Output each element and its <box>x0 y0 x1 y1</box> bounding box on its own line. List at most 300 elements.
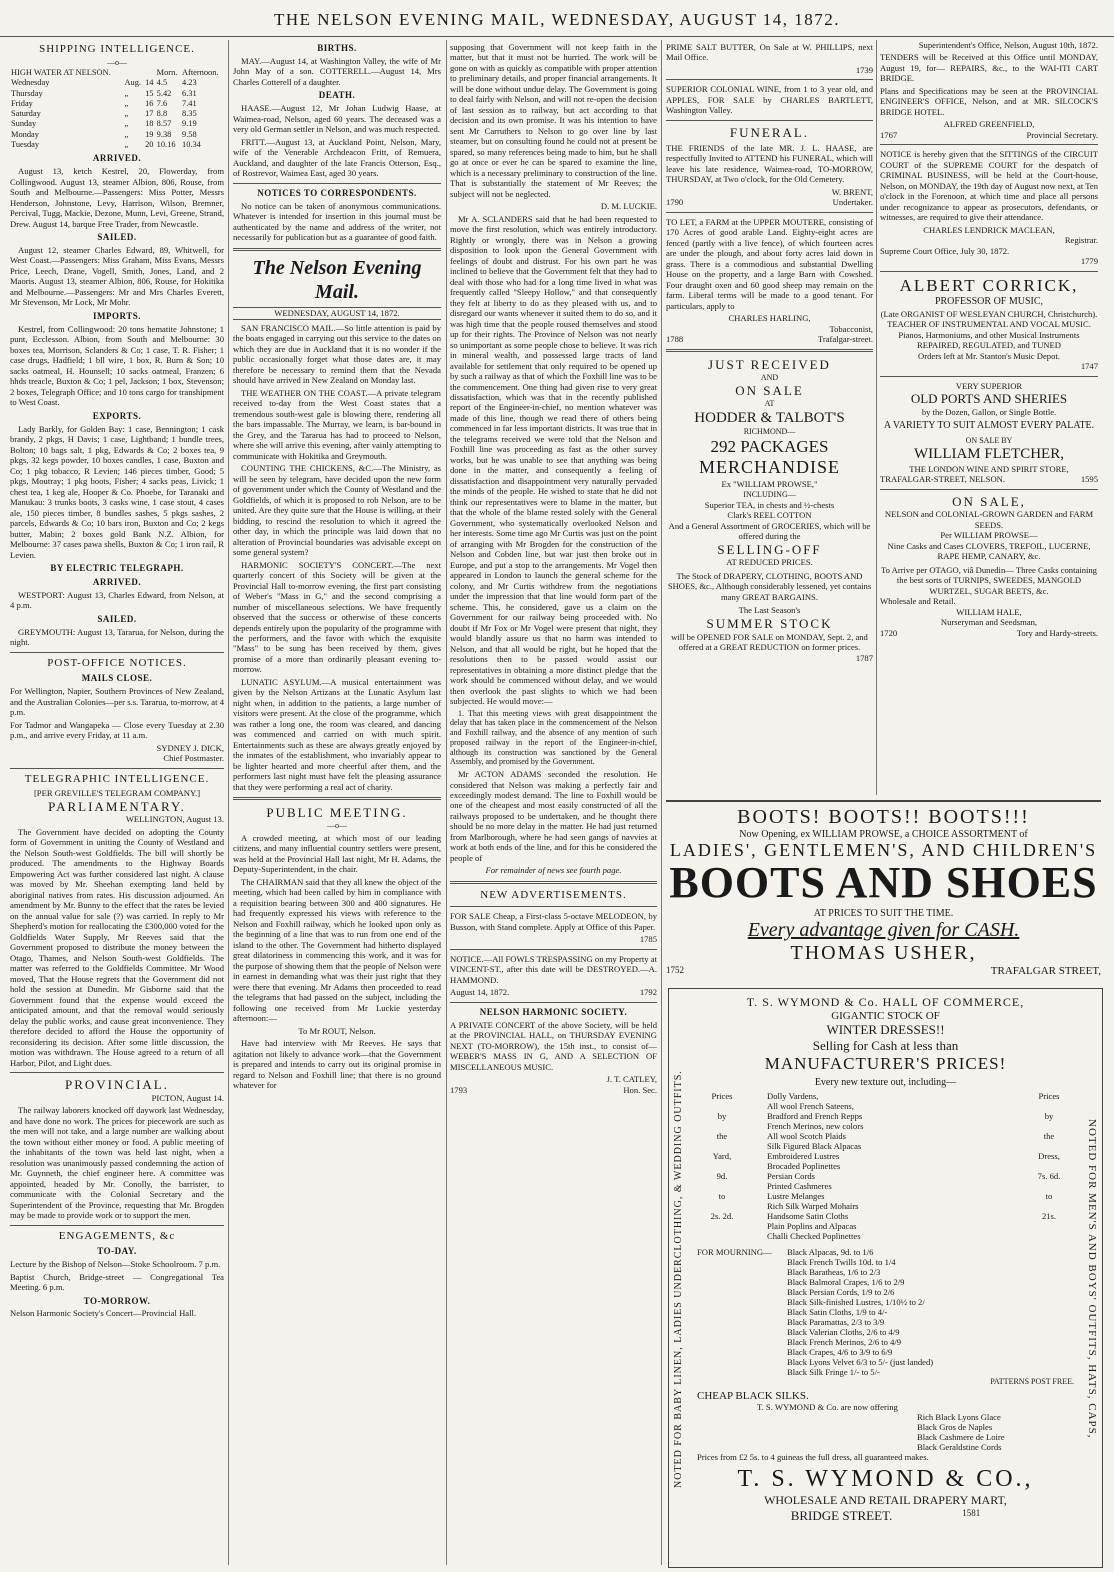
seeds-line: NELSON and COLONIAL-GROWN GARDEN and FARM SEEDS. <box>884 509 1094 530</box>
wine-line: by the Dozen, Gallon, or Single Bottle. <box>921 406 1057 417</box>
mails-text: For Tadmor and Wangapeka — Close every Tuesday at 2.30 p.m., and arrive every Friday, at 11 a.m. <box>10 719 224 741</box>
tide-day: Monday <box>11 129 39 139</box>
telegram-company: [PER GREVILLE'S TELEGRAM COMPANY.] <box>33 788 201 799</box>
fabric-item: Silk Figured Black Alpacas <box>767 1141 862 1151</box>
wymond-line: GIGANTIC STOCK OF <box>831 1010 940 1022</box>
seeds-address: Tory and Hardy-streets. <box>1016 627 1098 638</box>
divider <box>450 1002 657 1003</box>
divider <box>666 120 873 121</box>
fabric-item: Brocaded Poplinettes <box>767 1161 841 1171</box>
ad-number: 1790 <box>666 197 684 208</box>
tide-header-place: HIGH WATER AT NELSON. <box>11 68 111 78</box>
dateline: PICTON, August 14. <box>151 1092 224 1103</box>
telegram-addressee: To Mr ROUT, Nelson. <box>298 1025 376 1036</box>
boots-line: AT PRICES TO SUIT THE TIME. <box>813 908 954 919</box>
tide-day: Sunday <box>11 119 37 129</box>
mourning-heading: FOR MOURNING— <box>697 1247 772 1257</box>
fabric-item: French Merinos, new colors <box>767 1121 864 1131</box>
tide-date: 16 <box>145 98 154 108</box>
funeral-heading: FUNERAL. <box>729 124 810 140</box>
fabric-list <box>747 1091 1024 1241</box>
mourning-item: Black Silk-finished Lustres, 1/10½ to 2/ <box>787 1297 925 1307</box>
boots-headline: BOOTS! BOOTS!! BOOTS!!! <box>737 806 1030 828</box>
silk-item: Black Geraldstine Cords <box>917 1442 1002 1452</box>
engagement-item: Baptist Church, Bridge-street — Congregational Tea Meeting. 6 p.m. <box>10 1271 224 1293</box>
wine-line: VERY SUPERIOR <box>955 380 1023 391</box>
signature: WILLIAM HALE, <box>956 606 1022 617</box>
tide-table <box>10 68 224 150</box>
ad-number: 1785 <box>639 934 657 945</box>
signature: D. M. LUCKIE. <box>600 201 657 212</box>
column-rule <box>661 40 662 1565</box>
tide-morn: 7.6 <box>156 98 168 108</box>
wymond-advertisement <box>668 988 1103 1568</box>
tide-morn: 8.57 <box>156 119 172 129</box>
tender-office: Superintendent's Office, Nelson, August 10th, 1872. <box>918 40 1098 50</box>
parliamentary-text: The Government have decided on adopting the County form of Government in uniting the County of Westland and the Nelson South-west Goldfields. The bill will shortly be produced. The amendments to the Highway Boards Empowering Act was further considered last night. A clause was moved by Mr. Sheehan exempting land held by aboriginal natives from rates. His discussion adjourned. An amendment by Mr. Bunny to the effect that the rates be levied on the annual value for sale (?) was carried. In reply to Mr Shepherd's motion for reallocating the £300,000 voted for the Goldfields Water Supply, Mr Reeves said that the Government proposed to distribute the money between the Otago, Thames, and Nelson South-west Goldfields. The matter was referred to the Goldfields Committee. Mr Wood moved, That the House regrets that the Government did not hold the session at Dunedin. Mr Gisborne said that the Government found that the expense would exceed the anticipated amount, and that the removal would seriously delay the public works, and cause great inconvenience. They therefore decided to afford the House the opportunity of reconsidering its decision. After some little discussion, the motion was withdrawn. The House agreed to a return of all Harbor, Pilot, and Light dues. <box>10 826 224 1068</box>
arrived-text: August 13, ketch Kestrel, 20, Flowerday, from Collingwood. August 13, steamer Albion, 806, Rouse, from South and Melbourne.—Passengers: Miss Potter, Messrs Henderson, Johnstone, Levy, Harrison, Wilson, Bremner, Percival, Tugg, Mackie, Dezone, Munn, Levi, Greene, Strand, Drew. August 14, barque Free Trader, from Newcastle. <box>10 166 224 229</box>
divider <box>10 652 224 653</box>
ad-date: August 14, 1872. <box>450 987 510 998</box>
engagements-title: ENGAGEMENTS, &c <box>58 1229 176 1242</box>
notices-heading: NOTICES TO CORRESPONDENTS. <box>257 187 417 198</box>
fabric-item: Lustre Melanges <box>767 1191 825 1201</box>
yard-price-line: 2s. 2d. <box>710 1211 734 1221</box>
tide-month: „ <box>124 119 129 129</box>
tide-afternoon: 8.35 <box>182 109 197 119</box>
wymond-header: T. S. WYMOND & Co. HALL OF COMMERCE, <box>746 995 1025 1009</box>
dress-price-line: by <box>1044 1111 1054 1121</box>
shipping-title: SHIPPING INTELLIGENCE. <box>39 43 195 55</box>
article-paragraph: LUNATIC ASYLUM.—A musical entertainment was given by the Nelson Artizans at the Lunatic Asylum last night when, in addition to the patients, a large number of visitors were present. At the close of the programme, which was rather a long one, the room was cleared, and dancing was commenced and carried on with much spirit. Entertainments such as these are always greatly enjoyed by the inmates of the establishment, who invariably appear to be lighter hearted and more cheerful after them, and the performers last night must have felt the pleasing assurance that they were performing a real act of charity. <box>233 676 441 792</box>
tide-header <box>10 68 224 78</box>
mourning-item: Black Balmoral Crapes, 1/6 to 2/9 <box>787 1277 905 1287</box>
hodder-line: AT REDUCED PRICES. <box>726 557 813 568</box>
ad-number: 1787 <box>855 652 873 663</box>
signature: SYDNEY J. DICK, <box>156 742 224 753</box>
arrived-heading: ARRIVED. <box>92 153 142 164</box>
meeting-paragraph: Mr A. SCLANDERS said that he had been requested to move the first resolution, which was entirely introductory. Rightly or wrongly, there was in Nelson a growing disposition to look upon the General Government with feelings of doubt and distrust. For his own part he was inclined to believe that the Government felt that they had to deal with those who had for a long time lived in what was frequently called "Sleepy Hollow," and that consequently they felt at liberty to do as they pleased with us, and to disregard our wants whenever it suited them to do so, and it was high time that the people roused themselves and stood up for their rights. The Province of Nelson was not nearly so unimportant as some people chose to believe. It was rich in mineral wealth, and possessed large tracts of land available for settlement that only required to be opened up by such a railway as that of which the Foxhill line was to be the commencement. One thing had given rise to very great dissatisfaction, which was that in the recently published report of the Engineer-in-chief, no mention whatever was made of this line, though we read there of others being commenced in far less important districts. It was true that in the telegrams received we were told that the Nelson and Foxhill line was proceeding as fast as the other survey works, but he was unable to see that anything was being done in the matter, and consequently a feeling of dissatisfaction and disappointment very naturally pervaded the minds of the people. He wished to state that he did not think our representatives were to blame in the matter, but that the whole of the blame rested solely with the General Government, who systematically overlooked Nelson and her interests. Some time ago Mr Curtis was just on the point of arranging with Mr Brogden for the construction of the Nelson and Cobden line, but war just then broke out in Europe, and put a stop to the arrangements. Mr Vogel then appeared in London to launch the general scheme for the colony, and Mr Curtis withdrew from the negotiations under the impression that that line would form part of the scheme. This, he considered, gave us a claim on the Government for our railway being proceeded with. No doubt if Mr Fox or Mr Vogel were present that night, they would blandly assure us that no harm was intended to Nelson, and that all would be right, but he hoped that the resolutions then to be passed would assist our representatives in obtaining a more distinct pledge that the work should be commenced without delay, and we would then overlook the past slights to which we had been subjected. He would move:— <box>450 213 657 707</box>
dress-price-line: the <box>1043 1131 1055 1141</box>
divider <box>450 881 657 884</box>
ad-fowls: NOTICE.—All FOWLS TRESPASSING on my Property at VINCENT-ST., after this date will be DESTROYED.—A. HAMMOND. <box>450 953 657 985</box>
yard-price-line: 9d. <box>716 1171 728 1181</box>
hodder-line: SELLING-OFF <box>717 541 822 557</box>
tide-month: „ <box>124 139 129 149</box>
births-text: MAY.—August 14, at Washington Valley, the wife of Mr John May of a son. COTTERELL.—August 14, Mrs Charles Cotterell of a daughter. <box>233 55 441 87</box>
engagement-item: Lecture by the Bishop of Nelson—Stoke Schoolroom. 7 p.m. <box>10 1259 221 1270</box>
births-heading: BIRTHS. <box>317 43 357 53</box>
ornament: —o— <box>107 58 127 68</box>
tide-row <box>10 89 224 99</box>
boots-line: LADIES', GENTLEMEN'S, AND CHILDREN'S <box>669 840 1098 860</box>
tel-arrived-text: WESTPORT: August 13, Charles Edward, from Nelson, at 4 p.m. <box>10 589 224 611</box>
hodder-line: The Stock of DRAPERY, CLOTHING, BOOTS AND SHOES, &c., Although considerably lessened, yet contains many GREAT BARGAINS. <box>667 570 872 602</box>
silks-list <box>697 1412 1074 1452</box>
tide-header-morn: Morn. <box>156 68 178 78</box>
column-2 <box>233 40 441 1093</box>
corrick-line: (Late ORGANIST OF WESLEYAN CHURCH, Christchurch). <box>880 308 1098 319</box>
fabric-item: Rich Silk Warped Mohairs <box>767 1201 859 1211</box>
tide-day: Saturday <box>11 109 41 119</box>
fabric-item: All wool Scotch Plaids <box>767 1131 847 1141</box>
divider <box>233 797 441 800</box>
divider <box>10 768 224 769</box>
ad-footer <box>666 197 873 207</box>
wymond-footer <box>697 1508 1074 1524</box>
ad-butter: PRIME SALT BUTTER, On Sale at W. PHILLIPS, next Mail Office. <box>666 42 873 63</box>
wymond-line: WINTER DRESSES!! <box>826 1022 945 1037</box>
tide-morn: 5.42 <box>156 88 172 98</box>
hodder-merchandise: MERCHANDISE <box>698 457 840 478</box>
signature-title: Undertaker. <box>832 197 873 208</box>
mourning-item: Black French Twills 10d. to 1/4 <box>787 1257 896 1267</box>
telegraph-heading: BY ELECTRIC TELEGRAPH. <box>50 563 184 574</box>
ad-number: 1747 <box>1080 361 1098 372</box>
ad-harmonic: A PRIVATE CONCERT of the above Society, will be held at the PROVINCIAL HALL, on THURSDAY EVENING NEXT (TO-MORROW), the 15th inst., to consist of— WEBER'S MASS IN G, AND A SELECTION OF MISCELLANEOUS MUSIC. <box>450 1019 657 1072</box>
tomorrow-heading: TO-MORROW. <box>83 1295 151 1306</box>
ornament: —o— <box>327 821 347 831</box>
seeds-line: Nine Casks and Cases CLOVERS, TREFOIL, LUCERNE, RAPE HEMP, CANARY, &c. <box>887 540 1091 562</box>
ad-number: 1793 <box>450 1084 468 1095</box>
ad-number: 1788 <box>666 334 684 344</box>
hodder-line: The Last Season's <box>738 605 801 616</box>
fabric-item: Challi Checked Poplinettes <box>767 1231 861 1241</box>
provincial-title: PROVINCIAL. <box>65 1077 169 1092</box>
tide-day: Thursday <box>11 88 43 98</box>
meeting-paragraph: Mr ACTON ADAMS seconded the resolution. He considered that Nelson was making a perfectly fair and exceedingly modest demand. The line to Foxhill would be one of the cheapest and most easily constructed of all the railways proposed to be undertaken, and he thought there should be no more delay in the matter. He had just returned from Marlborough, where he had seen gangs of navvies at work at both ends of the line, and for this he considered the people of <box>450 769 657 863</box>
corrick-line: TEACHER OF INSTRUMENTAL AND VOCAL MUSIC. <box>887 319 1091 330</box>
divider <box>450 949 657 950</box>
parliamentary-title: PARLIAMENTARY. <box>48 798 186 814</box>
tide-afternoon: 6.31 <box>182 88 197 98</box>
mourning-item: Black Lyons Velvet 6/3 to 5/- (just landed) <box>787 1357 934 1367</box>
signature: W. BRENT, <box>831 186 873 197</box>
ad-wine: SUPERIOR COLONIAL WINE, from 1 to 3 year old, and APPLES, FOR SALE by CHARLES BARTLETT, Washington Valley. <box>666 84 873 116</box>
court-address: Supreme Court Office, July 30, 1872. <box>880 245 1010 256</box>
paper-title: The Nelson Evening Mail. <box>252 256 422 304</box>
ad-number: 1752 <box>666 965 684 975</box>
continued-note: For remainder of news see fourth page. <box>485 865 622 876</box>
ad-footer <box>880 130 1098 140</box>
mourning-item: Black French Merinos, 2/6 to 4/9 <box>787 1337 902 1347</box>
dateline: WELLINGTON, August 13. <box>125 814 224 825</box>
column-rule <box>876 40 877 795</box>
seeds-line: Per WILLIAM PROWSE— <box>940 530 1038 541</box>
silk-item: Black Gros de Naples <box>917 1422 993 1432</box>
hodder-line: RICHMOND— <box>743 427 796 436</box>
tide-date: 18 <box>145 119 154 129</box>
signature-title: Tobacconist, <box>829 323 873 334</box>
ad-footer <box>450 987 657 997</box>
ad-address: Trafalgar-street. <box>817 334 873 344</box>
mourning-item: Black Persian Cords, 1/9 to 2/6 <box>787 1287 895 1297</box>
divider <box>10 1225 224 1226</box>
ad-number: 1739 <box>855 64 873 75</box>
signature-title: Provincial Secretary. <box>1026 129 1098 140</box>
mourning-item: Black Crapes, 4/6 to 3/9 to 6/9 <box>787 1347 893 1357</box>
hodder-line: SUMMER STOCK <box>706 615 833 631</box>
ad-footer <box>880 474 1098 484</box>
exports-heading: EXPORTS. <box>92 410 142 421</box>
tide-day: Friday <box>11 98 33 108</box>
hodder-line: Ex "WILLIAM PROWSE," <box>721 479 818 490</box>
divider <box>233 183 441 184</box>
seeds-heading: ON SALE, <box>952 493 1026 509</box>
hodder-line: And a General Assortment of GROCERIES, which will be offered during the <box>668 520 871 542</box>
yard-price-line: Prices <box>711 1091 733 1101</box>
tide-month: „ <box>124 88 129 98</box>
divider <box>10 1072 224 1073</box>
mourning-item: Black Paramattas, 2/3 to 3/9 <box>787 1317 885 1327</box>
patterns-note: PATTERNS POST FREE. <box>990 1377 1074 1386</box>
wine-line: A VARIETY TO SUIT ALMOST EVERY PALATE. <box>883 420 1095 432</box>
hodder-packages: 292 PACKAGES <box>710 436 829 456</box>
yard-price-line: Yard, <box>712 1151 732 1161</box>
boots-line: Now Opening, ex WILLIAM PROWSE, a CHOICE ASSORTMENT of <box>739 829 1028 840</box>
tide-afternoon: 9.58 <box>182 129 197 139</box>
tide-row <box>10 109 224 119</box>
mourning-list <box>787 1247 933 1377</box>
yard-price-line: the <box>716 1131 728 1141</box>
signature: CHARLES LENDRICK MACLEAN, <box>923 224 1055 235</box>
fabric-item: Printed Cashmeres <box>767 1181 832 1191</box>
dress-price-line: 21s. <box>1041 1211 1057 1221</box>
wine-line: ON SALE BY <box>965 435 1013 445</box>
divider <box>233 248 441 251</box>
hodder-line: Clark's REEL COTTON <box>727 510 812 521</box>
tel-arrived-heading: ARRIVED. <box>92 576 142 587</box>
fabric-item: All wool French Sateens, <box>767 1101 854 1111</box>
article-paragraph: THE WEATHER ON THE COAST.—A private telegram received to-day from the West Coast states that a tremendous south-west gale is blowing there, rendering all the bars impassable. The Murray, we learn, is bar-bound in the Grey, and the Tararua has had to proceed to Nelson, where she will arrive this evening, after vainly attempting to communicate with Hokitika and Greymouth. <box>233 387 441 461</box>
ad-number: 1595 <box>1080 474 1098 485</box>
silk-item: Rich Black Lyons Glace <box>917 1412 1001 1422</box>
divider <box>880 144 1098 145</box>
seeds-line: Wholesale and Retail. <box>880 596 956 607</box>
column-rule <box>228 40 229 1565</box>
fabric-item: Bradford and French Repps <box>767 1111 863 1121</box>
ad-number: 1581 <box>962 1508 981 1518</box>
tide-date: 20 <box>145 139 154 149</box>
tide-afternoon: 4.23 <box>182 78 197 88</box>
tide-month: Aug. <box>124 78 141 88</box>
meeting-paragraph: The CHAIRMAN said that they all knew the object of the meeting, which had been called by him in compliance with a requisition bearing between 300 and 400 signatures. He had frequently expressed his views with reference to the Nelson and Foxhill railway, which he looked upon only as the beginning of a line that was to run from one end of the island to the other. The Government had hitherto displayed great dilatoriness in commencing this work, and it was for the purpose of showing them that the people of Nelson were in earnest in demanding what was their just right that they were there that evening. Mr Adams then proceeded to read the telegrams that had passed on the subject, including the following one received from Mr Luckie yesterday afternoon:— <box>233 876 441 1024</box>
tide-date: 15 <box>145 88 154 98</box>
tide-afternoon: 10.34 <box>182 139 201 149</box>
hodder-line: INCLUDING— <box>743 489 796 499</box>
silks-prices: Prices from £2 5s. to 4 guineas the full dress, all guaranteed makes. <box>697 1452 929 1462</box>
telegraphic-title: TELEGRAPHIC INTELLIGENCE. <box>24 772 210 785</box>
divider <box>666 79 873 80</box>
dress-price-line: to <box>1045 1191 1053 1201</box>
wine-title: OLD PORTS AND SHERIES <box>910 391 1068 406</box>
death-text: FRITT.—August 13, at Auckland Point, Nelson, Mary, wife of the Venerable Archdeacon Fritt, of Remuera, Auckland, and daughter of the late Francis Otterson, Esq., of Rostrevor, Waimea East, aged 30 years. <box>233 136 441 179</box>
tide-date: 14 <box>145 78 154 88</box>
hodder-line: AT <box>764 398 775 408</box>
date-line: WEDNESDAY, AUGUST 14, 1872. <box>233 307 441 319</box>
tender-text: Plans and Specifications may be seen at the PROVINCIAL ENGINEER'S OFFICE, Nelson, and at MR. SILCOCK'S BRIDGE HOTEL. <box>880 85 1098 117</box>
article-paragraph: SAN FRANCISCO MAIL.—So little attention is paid by the boats engaged in carrying out this service to the dates on which they are due in Auckland that it is no wonder if the public occasionally forget what those dates are, it may therefore be necessary to remind them that the Nevada should have arrived in New Zealand on Monday last. <box>233 322 441 386</box>
wymond-address: BRIDGE STREET. <box>790 1508 893 1523</box>
column-1 <box>10 40 224 1321</box>
tender-text: TENDERS will be Received at this Office until MONDAY, August 19, for— REPAIRS, &c., to the WAI-ITI CART BRIDGE. <box>880 52 1098 84</box>
divider <box>450 906 657 907</box>
ad-footer <box>450 1085 657 1095</box>
sailed-text: August 12, steamer Charles Edward, 89, Whitwell, for West Coast.—Passengers: Miss Graham, Miss Evans, Messrs Price, Leech, Drane, Vogell, Smith, Jones, Land, and 2 Maoris. August 13, steamer Albion, 806, Rouse, for Hokitika and Melbourne.—Passengers: Mr and Mrs Charles Everett, Mr Stevenson, Mr Lock, Mr Mohr. <box>10 245 224 308</box>
mails-text: For Wellington, Napier, Southern Provinces of New Zealand, and the Australian Colonies—per s.s. Tararua, to-morrow, at 4 p.m. <box>10 686 224 718</box>
column-3 <box>450 40 657 1095</box>
tide-month: „ <box>124 129 129 139</box>
dress-price-line: Dress, <box>1038 1151 1060 1161</box>
mourning-item: Black Satin Cloths, 1/9 to 4/- <box>787 1307 888 1317</box>
thomas-usher: THOMAS USHER, <box>790 942 977 964</box>
hodder-line: ON SALE <box>735 383 804 399</box>
masthead: THE NELSON EVENING MAIL, WEDNESDAY, AUGUST 14, 1872. <box>0 10 1114 37</box>
resolution: 1. That this meeting views with great disappointment the delay that has taken place in the commencement of the Nelson and Foxhill railway, and the absence of any mention of such proposed railway in the report of the Engineer-in-chief, although its construction was sanctioned by the General Assembly, and promised by the Government. <box>450 708 657 767</box>
corrick-line: PROFESSOR OF MUSIC, <box>934 296 1044 308</box>
dress-price-line: Prices <box>1038 1091 1060 1101</box>
mourning-item: Black Baratheas, 1/6 to 2/3 <box>787 1267 881 1277</box>
mourning-item: Black Alpacas, 9d. to 1/6 <box>787 1247 874 1257</box>
silk-item: Black Cashmere de Loire <box>917 1432 1005 1442</box>
cheap-silks: CHEAP BLACK SILKS. <box>697 1390 809 1402</box>
tide-date: 17 <box>145 109 154 119</box>
albert-corrick: ALBERT CORRICK, <box>899 275 1079 295</box>
tide-day: Tuesday <box>11 139 40 149</box>
fabric-section <box>697 1091 1074 1241</box>
divider <box>880 489 1098 490</box>
tide-row <box>10 78 224 88</box>
ad-number: 1792 <box>639 987 657 998</box>
hodder-line: Superior TEA, in chests and ½-chests <box>704 499 835 510</box>
dress-price-line: 7s. 6d. <box>1037 1171 1061 1181</box>
tide-morn: 8.8 <box>156 109 168 119</box>
fabric-item: Handsome Satin Cloths <box>767 1211 849 1221</box>
tide-date: 19 <box>145 129 154 139</box>
signature: CHARLES HARLING, <box>728 313 811 324</box>
signature-title: Nurseryman and Seedsman, <box>940 617 1038 628</box>
tide-afternoon: 7.41 <box>182 98 197 108</box>
tide-month: „ <box>124 109 129 119</box>
mourning-item: Black Valerian Cloths, 2/6 to 4/9 <box>787 1327 900 1337</box>
boots-and-shoes: BOOTS AND SHOES <box>669 858 1098 907</box>
imports-heading: IMPORTS. <box>93 310 141 321</box>
yard-price-line: by <box>717 1111 727 1121</box>
harmonic-heading: NELSON HARMONIC SOCIETY. <box>479 1006 628 1017</box>
fabric-item: Dolly Vardens, <box>767 1091 819 1101</box>
tel-sailed-heading: SAILED. <box>97 613 137 624</box>
tide-row <box>10 130 224 140</box>
tide-morn: 4.5 <box>156 78 168 88</box>
fabric-item: Embroidered Lustres <box>767 1151 840 1161</box>
silks-offering: T. S. WYMOND & Co. are now offering <box>757 1402 898 1412</box>
column-rule <box>446 40 447 1565</box>
court-notice: NOTICE is hereby given that the SITTINGS of the CIRCUIT COURT of the SUPREME COURT for the despatch of CRIMINAL BUSINESS, will be held at the Court-house, Nelson, on MONDAY, the 19th day of August now next, at Ten o'clock in the Forenoon, at which time and place all persons under recognizance to appear as prosecutors, defendants, or witnesses, are required to give their attendance. <box>880 149 1098 223</box>
article-paragraph: HARMONIC SOCIETY'S CONCERT.—The next quarterly concert of this Society will be given at the Provincial Hall to-morrow evening, the first part consisting of Weber's "Mass in G," and the second comprising a number of miscellaneous selections. We have frequently observed that the success or otherwise of these concerts depends entirely upon the popularity of the programme with the performers, and the favor with which the exquisite "Mass" to be sung has been received by them, gives promise of a more than ordinarily pleasant evening to-morrow. <box>233 559 441 675</box>
column-5 <box>880 40 1098 638</box>
wymond-line: Selling for Cash at less than <box>812 1038 959 1053</box>
boots-cash: Every advantage given for CASH. <box>747 919 1020 941</box>
hodder-line: will be OPENED FOR SALE on MONDAY, Sept. 2, and offered at a GREAT REDUCTION on former prices. <box>671 631 868 653</box>
divider <box>666 349 873 352</box>
hodder-line: JUST RECEIVED <box>708 357 831 373</box>
wymond-body <box>697 995 1074 1524</box>
ad-farm: TO LET, a FARM at the UPPER MOUTERE, consisting of 170 Acres of good arable Land. Eighty-eight acres are fenced (partly with a live fence), of which fourteen acres are under the plough, and about forty acres laid down in grass. There is a commodious and substantial Dwelling House on the property, and a large Barn with Cowshed. Four draught oxen and 60 good sheep may remain on the farm. Liberal terms will be made to a good tenant. For particulars, apply to <box>666 216 873 311</box>
ad-number: 1720 <box>880 627 898 638</box>
funeral-text: THE FRIENDS of the late MR. J. L. HAASE, are respectfully Invited to ATTEND his FUNERAL, which will leave his late residence, Waimea-road, TO-MORROW, THURSDAY, at Two o'clock, for the Old Cemetery. <box>666 142 873 185</box>
wymond-footer-line: WHOLESALE AND RETAIL DRAPERY MART, <box>764 1493 1007 1507</box>
divider <box>880 376 1098 377</box>
wymond-prices: MANUFACTURER'S PRICES! <box>764 1054 1007 1073</box>
wine-address: TRAFALGAR-STREET, NELSON. <box>880 474 1006 485</box>
signature-title: Registrar. <box>1064 235 1098 246</box>
mourning-item: Black Silk Fringe 1/- to 5/- <box>787 1367 880 1377</box>
ad-footer <box>666 965 1101 977</box>
mourning-section <box>697 1247 1074 1377</box>
provincial-text: The railway laborers knocked off daywork last Wednesday, and have done no work. The prices for piecework are such as the men will not take, and a large number are walking about the town without either money or food. A public meeting of the inhabitants of the town was held last night, when a resolution was unanimously passed condemning the action of Mr. Guynneth, the chief engineer here. A committee was appointed, headed by Mr. Conolly, the barrister, to communicate with the Colonial Secretary and the Superintendent of the Province, requesting that Mr. Brogden may be made to provide work or to support the men. <box>10 1105 224 1221</box>
signature: J. T. CATLEY, <box>606 1074 657 1085</box>
tide-month: „ <box>124 98 129 108</box>
yard-prices <box>697 1091 747 1241</box>
article-paragraph: COUNTING THE CHICKENS, &C.—The Ministry, as will be seen by telegram, have decided upon the new form of government under which the County of Westland and the Goldfields, of which it is proposed to rob Nelson, are to be united. Are they quite sure that the House is willing, at their bidding, to rescind the resolution to which it agreed the other day, in which the principle was laid down that no alteration of Provincial boundaries was advisable except on some general system? <box>233 463 441 558</box>
hodder-talbot: HODDER & TALBOT'S <box>694 409 845 426</box>
yard-price-line: to <box>718 1191 726 1201</box>
wymond-footer-name: T. S. WYMOND & CO., <box>737 1466 1034 1492</box>
wine-line: THE LONDON WINE AND SPIRIT STORE, <box>909 463 1069 474</box>
telegram-text: supposing that Government will not keep faith in the matter, but that it must not be hurried. The work will be gone on with as quickly as compatible with proper attention to preliminary details, and proper financial arrangements. It will be done without undue delay. The Government is going to deal fairly with Nelson, and will not re-open the decision of last session as to railway, but act according to that decision and its own promise. It was his intention to have sent Mr Carruthers to Nelson to go over line by last steamer, but on consulting found he could not at present be spared, so many references being made to him, but he shall go at once or ever he can be spared to examine the line, which is a necessary preliminary to construction of the line. That is substantially the statement of Mr Reeves; the subject will not be neglected. <box>450 42 657 199</box>
signature: ALFRED GREENFIELD, <box>943 119 1035 130</box>
meeting-title: PUBLIC MEETING. <box>266 805 408 821</box>
ad-melodeon: FOR SALE Cheap, a First-class 5-octave MELODEON, by Busson, with Stand complete. Apply at Office of this Paper. <box>450 911 657 932</box>
divider <box>666 212 873 213</box>
new-advertisements-title: NEW ADVERTISEMENTS. <box>480 888 627 901</box>
notices-text: No notice can be taken of anonymous communications. Whatever is intended for insertion in this journal must be authenticated by the name and address of the writer, not necessarily for publication but as a guarantee of good faith. <box>233 200 441 243</box>
post-office-title: POST-OFFICE NOTICES. <box>47 656 187 669</box>
today-heading: TO-DAY. <box>97 1246 137 1257</box>
wymond-line: Every new texture out, including— <box>814 1077 957 1088</box>
fabric-item: Plain Poplins and Alpacas <box>767 1221 857 1231</box>
tide-row <box>10 99 224 109</box>
mails-heading: MAILS CLOSE. <box>81 673 153 684</box>
ad-number: 1779 <box>1080 256 1098 267</box>
meeting-paragraph: A crowded meeting, at which most of our leading citizens, and many influential country settlers were present, was held at the Provincial Hall last night, Mr H. Adams, the Deputy-Superintendent, in the chair. <box>233 832 441 875</box>
boots-advertisement <box>666 800 1101 977</box>
seeds-line: To Arrive per OTAGO, viâ Dunedin— Three Casks containing the best sorts of TURNIPS, SWEEDES, MANGOLD WURTZEL, SUGAR BEETS, &c. <box>881 564 1097 596</box>
vertical-banner-right: NOTED FOR MEN'S AND BOYS' OUTFITS, HATS, CAPS, <box>1086 1119 1098 1439</box>
hodder-line: AND <box>760 373 779 383</box>
tide-morn: 10.16 <box>156 139 176 149</box>
signature-title: Hon. Sec. <box>623 1084 657 1095</box>
dress-prices <box>1024 1091 1074 1241</box>
divider <box>880 271 1098 272</box>
death-text: HAASE.—August 12, Mr Johan Ludwig Haase, at Waimea-road, Nelson, aged 60 years. The deceased was a very old German settler in Nelson, and was much respected. <box>233 103 441 135</box>
death-heading: DEATH. <box>318 90 356 101</box>
william-fletcher: WILLIAM FLETCHER, <box>914 446 1064 463</box>
usher-address: TRAFALGAR STREET, <box>990 965 1101 977</box>
corrick-line: Orders left at Mr. Stanton's Music Depot. <box>918 350 1060 361</box>
sailed-heading: SAILED. <box>97 232 137 243</box>
tide-header-afternoon: Afternoon. <box>182 68 219 78</box>
signature-title: Chief Postmaster. <box>163 753 224 764</box>
tide-morn: 9.38 <box>156 129 172 139</box>
tide-day: Wednesday <box>11 78 50 88</box>
meeting-paragraph: Have had interview with Mr Reeves. He says that agitation not likely to advance work—that the Government is prepared and intends to carry out its original promise in regard to Nelson and Foxhill line; that there is no ground whatever for <box>233 1038 441 1091</box>
exports-text: Lady Barkly, for Golden Bay: 1 case, Bennington; 1 cask brandy, 2 pkgs, H Davis; 1 case, Lightband; 1 bundle trees, Bolton; 10 bags salt, 1 pkg, Edwards & Co; 2 boxes tea, 9 pkgs, 32 kegs powder, 10 boxes candles, 1 case, Buxton and Co; 1 pkg tobacco, R Levien; 146 pieces timber, Good; 5 pkgs, Moutray; 1 pkg boots, Fisher; 4 sacks peas, Livick; 1 chest tea, 1 keg ale, Hooper & Co. Phoebe, for Taranaki and Manukau: 3 trunks boots, 3 casks wine, 1 case stout, 4 cases ale, 150 pieces timber, 8 bundles sashes, 5 pkgs sashes, 2 parcels, Edwards & Co; 10 bars iron, Buxton and Co; 2 kegs butter, Mabin; 2 boxes gold Bank N.Z. Albion, for Melbourne: 37 cases pawa shells, Buxton & Co; 1 iron rail, R Levien. <box>10 423 224 560</box>
vertical-banner-left: NOTED FOR BABY LINEN, LADIES UNDERCLOTHING, & WEDDING OUTFITS. <box>673 1070 684 1488</box>
ad-footer <box>880 628 1098 638</box>
tide-row <box>10 140 224 150</box>
tide-afternoon: 9.19 <box>182 119 197 129</box>
